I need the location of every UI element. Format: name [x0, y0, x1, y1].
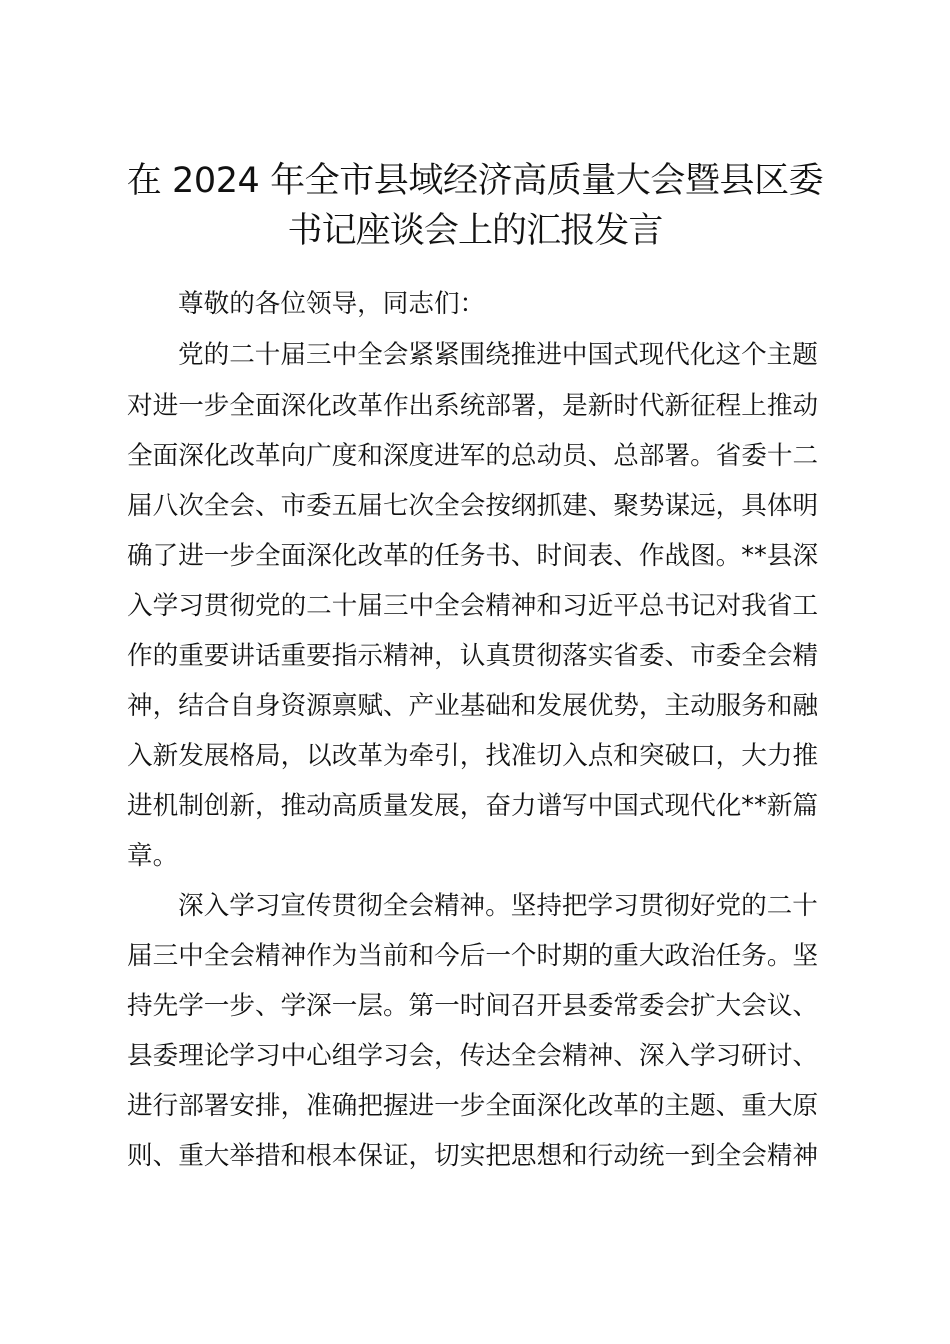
paragraph-line: 县委理论学习中心组学习会，传达全会精神、深入学习研讨、	[127, 1041, 819, 1071]
paragraph-line: 神，结合自身资源禀赋、产业基础和发展优势，主动服务和融	[127, 691, 819, 721]
paragraph-line: 则、重大举措和根本保证，切实把思想和行动统一到全会精神	[127, 1141, 819, 1171]
paragraph-line: 对进一步全面深化改革作出系统部署，是新时代新征程上推动	[127, 391, 819, 421]
paragraph-line: 届八次全会、市委五届七次全会按纲抓建、聚势谋远，具体明	[127, 491, 819, 521]
salutation: 尊敬的各位领导，同志们：	[178, 289, 486, 319]
paragraph-line: 入学习贯彻党的二十届三中全会精神和习近平总书记对我省工	[127, 591, 819, 621]
paragraph-line: 进机制创新，推动高质量发展，奋力谱写中国式现代化**新篇	[127, 791, 819, 821]
paragraph-line: 党的二十届三中全会紧紧围绕推进中国式现代化这个主题	[178, 340, 818, 370]
paragraph-line: 持先学一步、学深一层。第一时间召开县委常委会扩大会议、	[127, 991, 819, 1021]
document-title-line-2: 书记座谈会上的汇报发言	[287, 211, 663, 251]
paragraph-line: 届三中全会精神作为当前和今后一个时期的重大政治任务。坚	[127, 941, 819, 971]
paragraph-line: 确了进一步全面深化改革的任务书、时间表、作战图。**县深	[127, 541, 819, 571]
paragraph-line: 作的重要讲话重要指示精神，认真贯彻落实省委、市委全会精	[127, 641, 819, 671]
document-title-line-1: 在 2024 年全市县域经济高质量大会暨县区委	[126, 161, 824, 201]
paragraph-line: 入新发展格局，以改革为牵引，找准切入点和突破口，大力推	[127, 741, 819, 771]
paragraph-line: 进行部署安排，准确把握进一步全面深化改革的主题、重大原	[127, 1091, 819, 1121]
paragraph-line: 深入学习宣传贯彻全会精神。坚持把学习贯彻好党的二十	[178, 891, 818, 921]
paragraph-line: 全面深化改革向广度和深度进军的总动员、总部署。省委十二	[127, 441, 819, 471]
paragraph-line: 章。	[127, 841, 179, 871]
